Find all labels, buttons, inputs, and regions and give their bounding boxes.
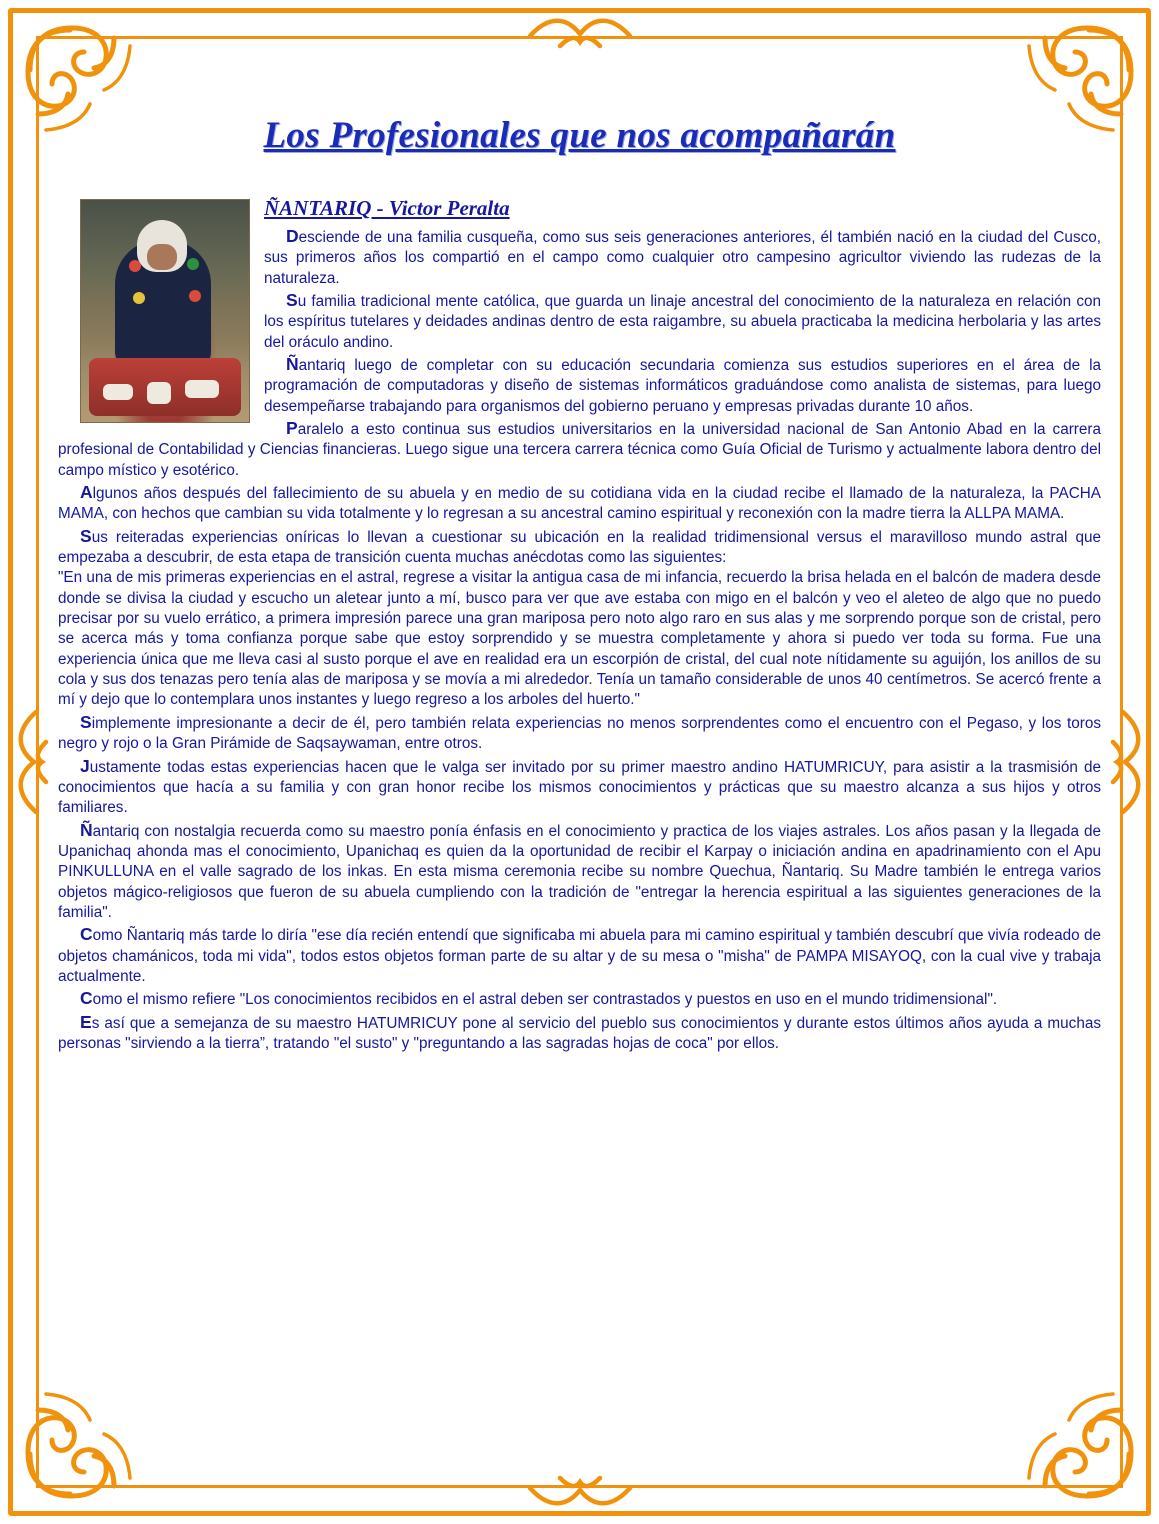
photo-ritual-object: [185, 380, 219, 398]
paragraph: [58, 755, 1101, 819]
paragraph-dropcap: C: [80, 924, 93, 945]
paragraph-text: u familia tradicional mente católica, que guarda un linaje ancestral del conocimiento de la naturaleza en relación con los espíritus tutelares y deidades andinas dentro de esta raigambre, su abuela practicaba la medicina herbolaria y las artes del oráculo andino.: [264, 292, 1101, 351]
paragraph-dropcap: S: [80, 711, 92, 732]
paragraph-text: antariq luego de completar con su educación secundaria comienza sus estudios superiores en el área de la programación de computadoras y diseño de sistemas informáticos graduándose como analista de sistemas, para luego desempeñarse trabajando para organismos del gobierno peruano y empresas privadas durante 10 años.: [264, 356, 1101, 415]
paragraph-text: "En una de mis primeras experiencias en el astral, regrese a visitar la antigua casa de mi infancia, recuerdo la brisa helada en el balcón de madera desde donde se divisa la ciudad y escucho un aletear junto a mí, busco para ver que ave estaba con migo en el balcón y veo el aleteo de algo que no puedo precisar por su vuelo errático, a primera impresión parece una gran mariposa pero noto algo raro en sus alas y me sorprendo porque son de cristal, pero se acerca más y toma confianza porque sabe que estoy sorprendido y se muestra completamente y ahora si puedo ver toda su forma. Fue una experiencia única que me lleva casi al susto porque el ave en realidad era un escorpión de cristal, del cual note nítidamente su aguijón, los anillos de su cola y sus dos tenazas pero tenía alas de mariposa y se movía a mi alrededor. Tenía un tamaño considerable de unos 40 centímetros. Se acercó frente a mí y dejo que lo contemplara unos instantes y luego regreso a los arboles del huerto.": [58, 569, 1101, 709]
paragraph-text: implemente impresionante a decir de él, pero también relata experiencias no menos sorprendentes como el encuentro con el Pegaso, y los toros negro y rojo o la Gran Pirámide de Saqsaywaman, entre otros.: [58, 714, 1101, 753]
photo-pompom: [133, 292, 145, 304]
paragraph-dropcap: C: [80, 988, 93, 1009]
paragraph-dropcap: J: [80, 755, 90, 776]
paragraph-text: antariq con nostalgia recuerda como su maestro ponía énfasis en el conocimiento y practica de los viajes astrales. Los años pasan y la llegada de Upanichaq ahonda mas el conocimiento, Upanichaq es quien da la oportunidad de recibir el Karpay o iniciación andina en apadrinamiento con el Apu PINKULLUNA en el valle sagrado de los inkas. En esta misma ceremonia recibe su nombre Quechua, Ñantariq. Su Madre también le entrega varios objetos mágico-religiosos que fueron de su abuela cumpliendo con la tradición de "entregar la herencia espiritual a las siguientes generaciones de la familia".: [58, 822, 1101, 921]
paragraph: [58, 711, 1101, 755]
paragraph-quote: [58, 568, 1101, 710]
paragraph-dropcap: S: [286, 289, 298, 310]
photo-pompom: [187, 258, 199, 270]
paragraph-text: omo Ñantariq más tarde lo diría "ese día recién entendí que significaba mi abuela para mi camino espiritual y también descubrí que vivía rodeado de objetos chamánicos, toda mi vida", todos estos objetos forman parte de su altar y de su mesa o "misha" de PAMPA MISAYOQ, con la cual vive y trabaja actualmente.: [58, 927, 1101, 985]
paragraph-dropcap: Ñ: [80, 819, 93, 840]
paragraph: [58, 481, 1101, 525]
paragraph-text: aralelo a esto continua sus estudios universitarios en la universidad nacional de San Antonio Abad en la carrera profesional de Contabilidad y Ciencias financieras. Luego sigue una tercera carrera técnica como Guía Oficial de Turismo y actualmente labora dentro del campo místico y esotérico.: [58, 421, 1101, 479]
photo-pompom: [129, 260, 141, 272]
paragraph: [58, 525, 1101, 569]
photo-pompom: [189, 290, 201, 302]
paragraph-text: ustamente todas estas experiencias hacen que le valga ser invitado por su primer maestro andino HATUMRICUY, para asistir a la trasmisión de conocimientos que hacía a su familia y con gran honor recibe los mismos conocimientos y prácticas que su maestro alcanza a sus hijos y otros familiares.: [58, 758, 1101, 817]
paragraph-dropcap: S: [80, 525, 92, 546]
paragraph: [58, 987, 1101, 1010]
paragraph-text: us reiteradas experiencias oníricas lo llevan a cuestionar su ubicación en la realidad tridimensional versus el maravilloso mundo astral que empezaba a descubrir, de esta etapa de transición cuenta muchas anécdotas como las siguientes:: [58, 528, 1101, 567]
paragraph-text: s así que a semejanza de su maestro HATUMRICUY pone al servicio del pueblo sus conocimientos y durante estos últimos años ayuda a muchas personas "sirviendo a la tierra”, tratando "el susto" y "preguntando a las sagradas hojas de coca" por ellos.: [58, 1014, 1101, 1052]
paragraph-text: omo el mismo refiere "Los conocimientos recibidos en el astral deben ser contrastados y puestos en uso en el mundo tridimensional".: [92, 991, 998, 1009]
photo-ritual-object: [147, 382, 171, 404]
paragraph: [58, 819, 1101, 924]
paragraph: [58, 417, 1101, 481]
document-content: [52, 56, 1107, 1468]
photo-ritual-object: [103, 384, 133, 400]
paragraph-dropcap: P: [286, 418, 298, 439]
portrait-photo: [80, 199, 250, 423]
paragraph-text: esciende de una familia cusqueña, como sus seis generaciones anteriores, él también nació en la ciudad del Cusco, sus primeros años los compartió en el campo como cualquier otro campesino agricultor viviendo las rudezas de la naturaleza.: [264, 228, 1101, 287]
person-name: ÑANTARIQ - Victor Peralta: [264, 196, 510, 220]
paragraph-dropcap: E: [80, 1011, 92, 1032]
paragraph-dropcap: A: [80, 482, 93, 503]
paragraph: [58, 923, 1101, 987]
paragraph-dropcap: Ñ: [286, 353, 299, 374]
photo-figure-face: [147, 244, 177, 270]
page-title: Los Profesionales que nos acompañarán: [263, 115, 896, 156]
paragraph: [58, 1011, 1101, 1055]
paragraph-text: lgunos años después del fallecimiento de su abuela y en medio de su cotidiana vida en la ciudad recibe el llamado de la naturaleza, la PACHA MAMA, con hechos que cambian su vida totalmente y lo regresan a su ancestral camino espiritual y reconexión con la madre tierra la ALLPA MAMA.: [58, 485, 1101, 523]
paragraph-dropcap: D: [286, 225, 299, 246]
article-body: [52, 195, 1107, 1054]
